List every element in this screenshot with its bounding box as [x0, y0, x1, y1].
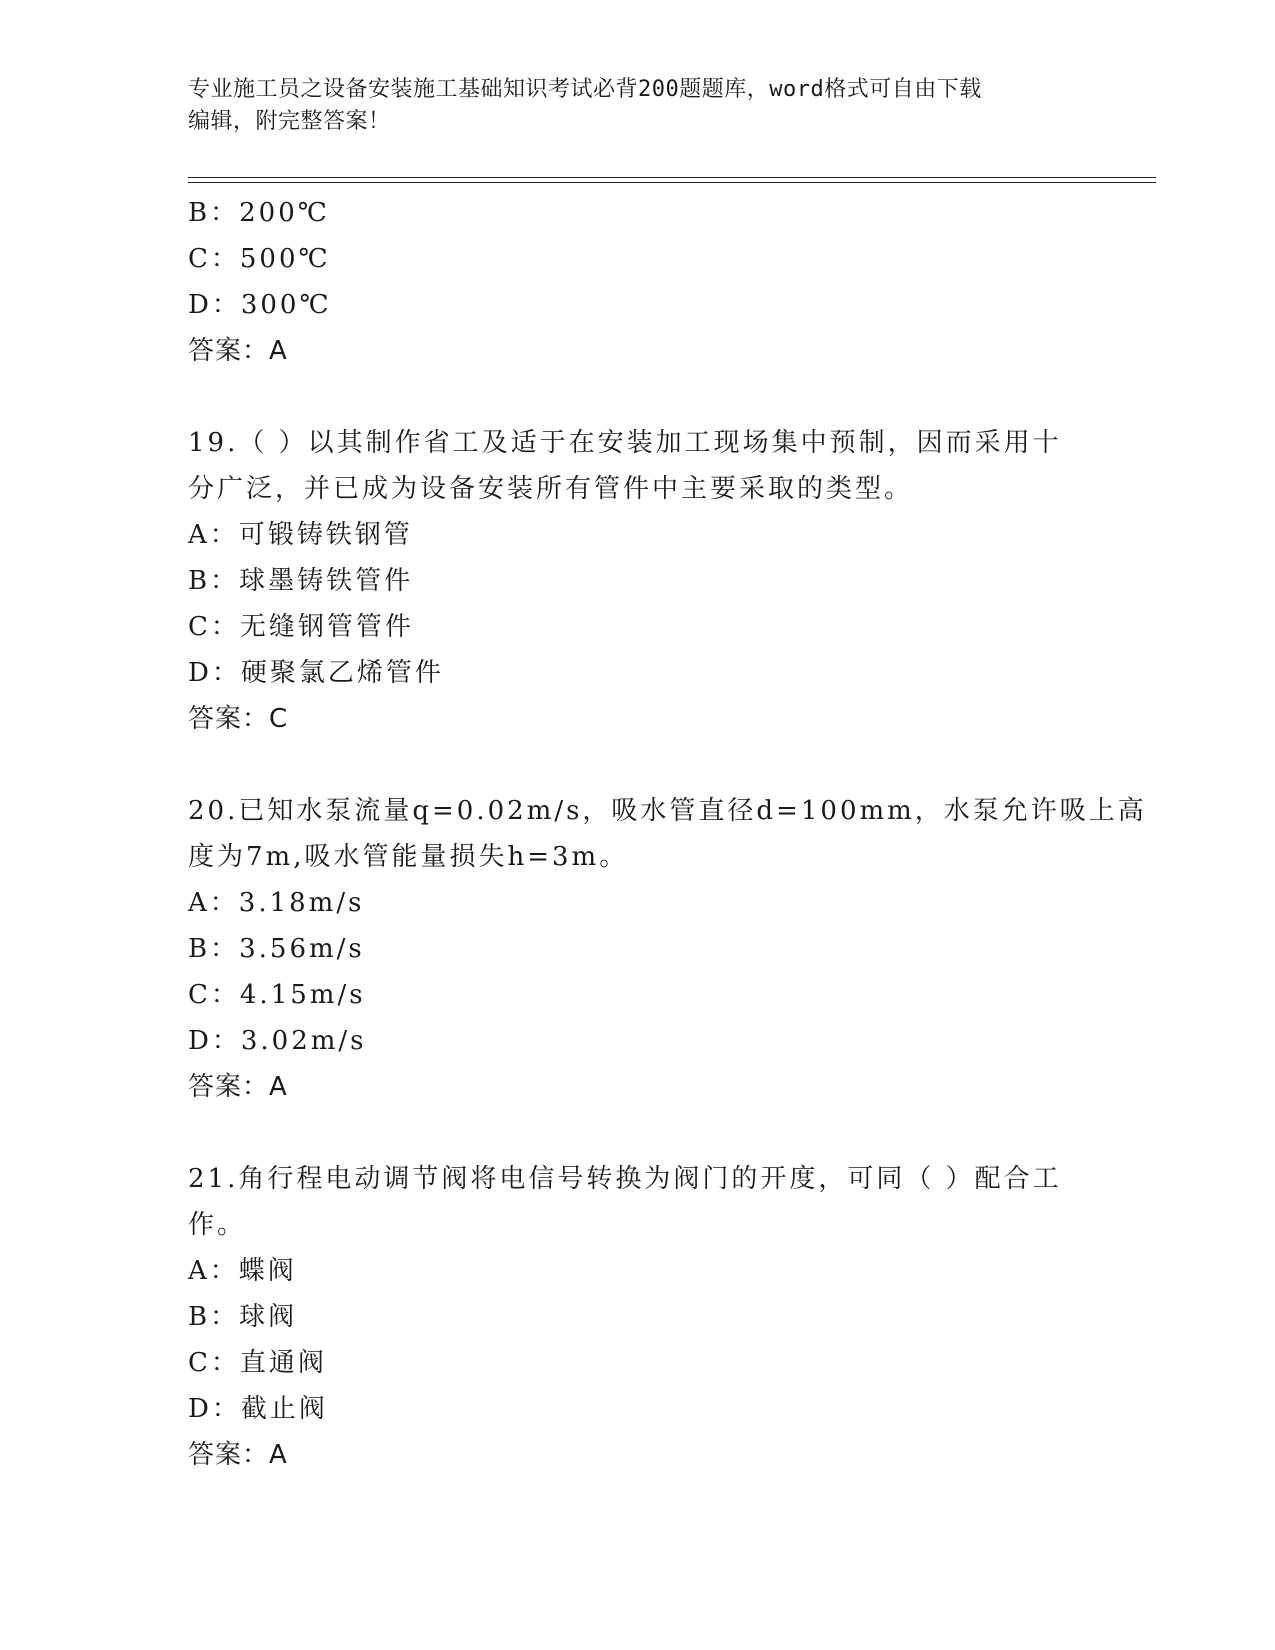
question-gap [188, 1110, 1088, 1156]
question-stem: 21.角行程电动调节阀将电信号转换为阀门的开度，可同（ ）配合工 [188, 1164, 1062, 1194]
option-d: D：3.02m/s [188, 1026, 367, 1056]
question-stem: 20.已知水泵流量q=0.02m/s，吸水管直径d=100mm，水泵允许吸上高 [188, 796, 1147, 826]
answer-label: 答案：C [188, 704, 289, 734]
option-d: D：截止阀 [188, 1394, 328, 1424]
option-c: C：无缝钢管管件 [188, 612, 414, 642]
header-title-line-1: 专业施工员之设备安装施工基础知识考试必背200题题库，word格式可自由下载 [188, 77, 982, 102]
question-19 [188, 420, 1088, 742]
question-list [188, 190, 1147, 1478]
header-divider-bottom [188, 182, 1156, 183]
option-a: A：可锻铸铁钢管 [188, 520, 413, 550]
question-18-continued [188, 190, 1088, 374]
question-stem: 分广泛，并已成为设备安装所有管件中主要采取的类型。 [188, 474, 914, 504]
option-c: C：500℃ [188, 244, 331, 274]
answer-label: 答案：A [188, 336, 288, 366]
option-b: B：200℃ [188, 198, 330, 228]
option-c: C：直通阀 [188, 1348, 327, 1378]
answer-label: 答案：A [188, 1440, 288, 1470]
question-gap [188, 374, 1088, 420]
option-d: D：300℃ [188, 290, 332, 320]
question-21 [188, 1156, 1088, 1478]
option-b: B：3.56m/s [188, 934, 365, 964]
option-b: B：球墨铸铁管件 [188, 566, 414, 596]
header-title-line-2: 编辑，附完整答案！ [188, 109, 391, 134]
question-stem: 19.（ ）以其制作省工及适于在安装加工现场集中预制，因而采用十 [188, 428, 1062, 458]
question-20 [188, 788, 1147, 1110]
question-gap [188, 742, 1088, 788]
option-a: A：3.18m/s [188, 888, 365, 918]
header-divider-top [188, 177, 1156, 178]
option-d: D：硬聚氯乙烯管件 [188, 658, 444, 688]
question-stem: 作。 [188, 1210, 247, 1240]
question-stem: 度为7m,吸水管能量损失h=3m。 [188, 842, 629, 872]
option-b: B：球阀 [188, 1302, 298, 1332]
option-a: A：蝶阀 [188, 1256, 297, 1286]
answer-label: 答案：A [188, 1072, 288, 1102]
option-c: C：4.15m/s [188, 980, 366, 1010]
document-header [188, 74, 1068, 138]
